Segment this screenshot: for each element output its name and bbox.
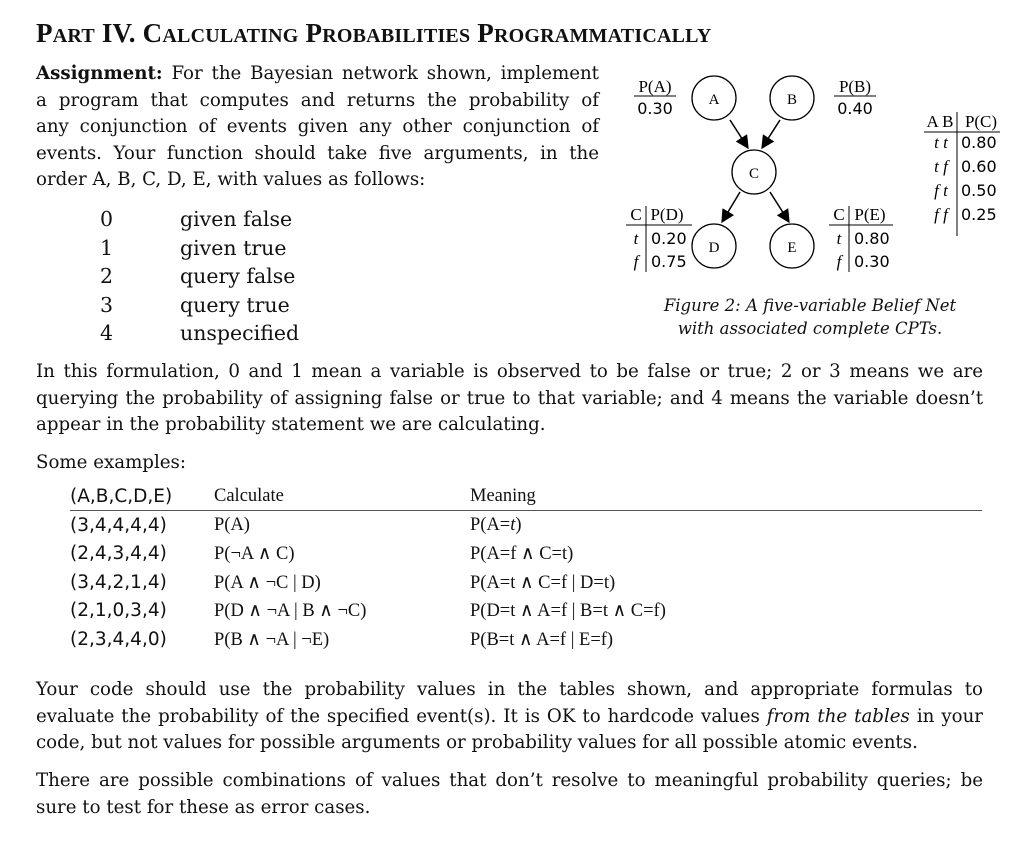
cpt-a-header: P(A) [638,77,672,96]
cpt-d-key: f [633,252,639,271]
assignment-line-2: a program that computes and returns the probability of [36,89,599,111]
closing-paragraph-2 [36,768,983,821]
caption-line-2: with associated complete CPTs. [677,319,943,338]
code-meaning: given false [180,207,293,231]
header-meaning: Meaning [470,486,536,506]
cpt-d-key: t [633,229,639,248]
node-a-label: A [708,92,720,108]
cpt-c-key: t f [934,157,948,176]
node-e-label: E [787,240,797,256]
example-meaning: P(A=t ∧ C=f | D=t) [470,572,616,593]
node-d-label: D [708,240,720,256]
cpt-a-value: 0.30 [637,99,673,118]
cpt-d-value: 0.75 [651,252,687,271]
assignment-line-4: events. Your function should take five arguments, in the [36,142,599,164]
cpt-e-key: f [836,252,842,271]
cpt-b-header: P(B) [838,77,872,96]
example-calc: P(D ∧ ¬A | B ∧ ¬C) [214,601,367,621]
table-row [70,572,982,601]
figure-caption [655,294,965,340]
code-meaning: given true [180,235,287,260]
code-number: 0 [100,207,114,231]
example-meaning: P(A=t) [470,514,522,535]
closing-line-3: code, but not values for possible arguments or probability values for all possible atomic events. [36,732,918,753]
example-calc: P(B ∧ ¬A | ¬E) [214,629,330,650]
examples-intro-text: Some examples: [36,452,186,473]
header-rule [70,510,982,511]
edge-c-d [722,192,740,222]
cpt-c-header-ab: A B [926,112,954,131]
code-number: 1 [100,235,114,260]
table-row [70,600,982,629]
example-meaning: P(B=t ∧ A=f | E=f) [470,629,614,650]
assignment-line1-text: For the Bayesian network shown, implement [171,63,599,84]
example-args: (3,4,4,4,4) [70,514,167,536]
cpt-c-key: f t [934,181,948,200]
examples-table [70,486,982,657]
example-meaning: P(A=f ∧ C=t) [470,544,574,564]
closing-paragraph-1 [36,677,983,757]
table-row [70,629,982,658]
example-args: (2,1,0,3,4) [70,600,167,621]
cpt-c-value: 0.50 [961,181,997,200]
cpt-d-header-p: P(D) [650,205,684,224]
cpt-c-value: 0.60 [961,157,997,176]
cpt-c-value: 0.25 [961,205,997,224]
cpt-e-key: t [836,229,842,248]
example-calc: P(A) [214,514,250,535]
example-calc: P(A ∧ ¬C | D) [214,572,321,593]
closing-line-2b: in your [909,705,983,727]
cpt-e-value: 0.30 [854,252,890,271]
example-meaning: P(D=t ∧ A=f | B=t ∧ C=f) [470,601,666,621]
closing-line-1: Your code should use the probability values in the tables shown, and appropriate formulas to [36,679,983,700]
cpt-c-value: 0.80 [961,133,997,152]
closing-emphasis: from the tables [766,705,910,727]
edge-a-c [730,120,748,148]
code-meaning: query true [180,292,290,317]
table-row [70,515,982,544]
code-number: 2 [100,264,114,289]
cpt-c-header-p: P(C) [964,112,998,131]
cpt-d-value: 0.20 [651,229,687,248]
edge-c-e [770,192,789,222]
page-title: PART IV. CALCULATING PROBABILITIES PROGRAMMATICALLY [36,18,712,48]
node-c-label: C [748,166,760,182]
assignment-line-3: any conjunction of events given any other conjunction of [36,116,599,137]
header-args: (A,B,C,D,E) [70,486,173,507]
examples-intro [36,450,436,477]
cpt-b-value: 0.40 [837,99,873,118]
table-row [70,543,982,572]
formulation-line-2: querying the probability of assigning false or true to that variable; and 4 means the variable doesn’t [36,387,983,409]
example-args: (3,4,2,1,4) [70,571,167,593]
closing2-line-1: There are possible combinations of values that don’t resolve to meaningful probability queries; be [36,770,983,791]
cpt-d-header-c: C [630,205,642,224]
cpt-c-key: f f [934,205,948,224]
closing2-line-2: sure to test for these as error cases. [36,796,371,818]
header-calculate: Calculate [214,486,284,506]
caption-line-1: Figure 2: A five-variable Belief Net [663,296,957,315]
example-calc: P(¬A ∧ C) [214,544,295,564]
cpt-e-value: 0.80 [854,229,890,248]
cpt-e-header-c: C [833,205,845,224]
example-args: (2,3,4,4,0) [70,628,167,650]
closing-line-2 [36,704,983,731]
formulation-line-1: In this formulation, 0 and 1 mean a variable is observed to be false or true; 2 or 3 means we are [36,361,983,382]
assignment-line-5: order A, B, C, D, E, with values as follows: [36,169,426,190]
formulation-line-3: appear in the probability statement we are calculating. [36,414,546,435]
cpt-c-key: t t [934,133,948,152]
node-b-label: B [786,92,798,108]
edge-b-c [762,120,780,148]
assignment-label: Assignment: [36,63,163,84]
example-args: (2,4,3,4,4) [70,543,167,564]
code-number: 4 [100,321,114,346]
formulation-paragraph [36,359,983,439]
code-number: 3 [100,292,114,317]
code-meaning: unspecified [180,321,300,346]
examples-header-row [70,486,982,515]
code-meaning: query false [180,264,296,289]
closing-line-2a: evaluate the probability of the specified event(s). It is OK to hardcode values [36,705,767,727]
cpt-e-header-p: P(E) [854,205,886,224]
